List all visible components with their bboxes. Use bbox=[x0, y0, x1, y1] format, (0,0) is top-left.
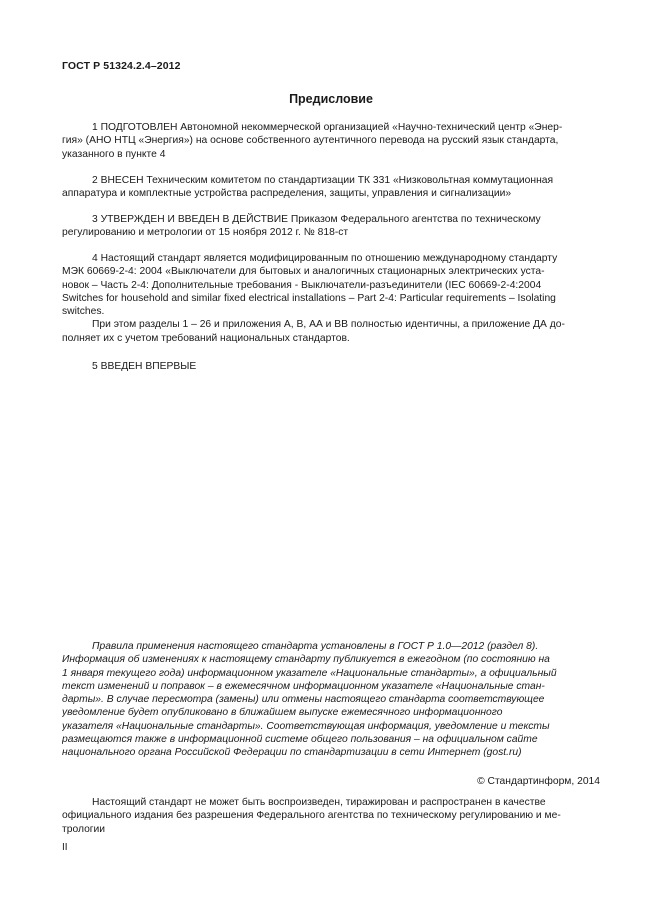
section-4-note-line: полняет их с учетом требований национальных стандартов. bbox=[62, 332, 350, 344]
section-4-note-line: При этом разделы 1 – 26 и приложения А, В, АА и ВВ полностью идентичны, а приложение ДА до- bbox=[92, 319, 565, 331]
rules-paragraph bbox=[62, 640, 600, 760]
section-4-line: МЭК 60669-2-4: 2004 «Выключатели для бытовых и аналогичных стационарных электрических уста- bbox=[62, 266, 545, 278]
section-4-line: switches. bbox=[62, 306, 105, 318]
section-2-line: 2 ВНЕСЕН Техническим комитетом по стандартизации ТК 331 «Низковольтная коммутационная bbox=[92, 175, 554, 186]
rules-line: национального органа Российской Федерации по стандартизации в сети Интернет (gost.ru) bbox=[62, 747, 522, 759]
reproduction-notice bbox=[62, 796, 600, 836]
section-2 bbox=[62, 174, 600, 201]
section-4 bbox=[62, 252, 600, 345]
rules-line: дарты». В случае пересмотра (замены) или отмены настоящего стандарта соответствующее bbox=[62, 694, 545, 706]
section-1 bbox=[62, 121, 600, 161]
section-4-line: новок – Часть 2-4: Дополнительные требования - Выключатели-разъединители (IEC 60669-2-4:2004 bbox=[62, 279, 542, 291]
copyright bbox=[62, 775, 600, 788]
rules-line: текст изменений и поправок – в ежемесячном информационном указателе «Национальные стан- bbox=[62, 680, 545, 692]
notice-line: Настоящий стандарт не может быть воспроизведен, тиражирован и распространен в качестве bbox=[92, 797, 546, 808]
rules-line: уведомление будет опубликовано в ближайшем выпуске ежемесячного информационного bbox=[62, 707, 503, 719]
section-3-line: регулированию и метрологии от 15 ноября 2012 г. № 818-ст bbox=[62, 227, 349, 239]
section-4-line: Switches for household and similar fixed electrical installations – Part 2-4: Particular requirements – Isolating bbox=[62, 292, 556, 304]
section-1-line: гия» (АНО НТЦ «Энергия») на основе собственного аутентичного перевода на русский язык стандарта, bbox=[62, 135, 559, 147]
standard-code: ГОСТ Р 51324.2.4–2012 bbox=[62, 60, 181, 72]
section-5-line: 5 ВВЕДЕН ВПЕРВЫЕ bbox=[92, 361, 197, 372]
section-3 bbox=[62, 213, 600, 240]
rules-line: размещаются также в информационной системе общего пользования – на официальном сайте bbox=[62, 734, 538, 746]
section-3-line: 3 УТВЕРЖДЕН И ВВЕДЕН В ДЕЙСТВИЕ Приказом Федерального агентства по техническому bbox=[92, 214, 541, 225]
page-number: II bbox=[62, 842, 68, 853]
section-5 bbox=[62, 360, 600, 373]
page-title: Предисловие bbox=[289, 92, 373, 106]
copyright-text: © Стандартинформ, 2014 bbox=[477, 776, 600, 787]
rules-line: Информация об изменениях к настоящему стандарту публикуется в ежегодном (по состоянию на bbox=[62, 654, 550, 666]
section-4-line: 4 Настоящий стандарт является модифицированным по отношению международному стандарту bbox=[92, 253, 558, 264]
rules-line: 1 января текущего года) информационном указателе «Национальные стандарты», а официальный bbox=[62, 667, 557, 679]
notice-line: трологии bbox=[62, 823, 106, 835]
section-1-line: указанного в пункте 4 bbox=[62, 148, 166, 160]
section-2-line: аппаратура и комплектные устройства распределения, защиты, управления и сигнализации» bbox=[62, 188, 512, 200]
rules-line: Правила применения настоящего стандарта установлены в ГОСТ Р 1.0—2012 (раздел 8). bbox=[92, 641, 539, 652]
notice-line: официального издания без разрешения Федерального агентства по техническому регулированию и ме- bbox=[62, 810, 561, 822]
section-1-line: 1 ПОДГОТОВЛЕН Автономной некоммерческой организацией «Научно-технический центр «Энер- bbox=[92, 122, 563, 133]
rules-line: указателя «Национальные стандарты». Соответствующая информация, уведомление и тексты bbox=[62, 720, 550, 732]
